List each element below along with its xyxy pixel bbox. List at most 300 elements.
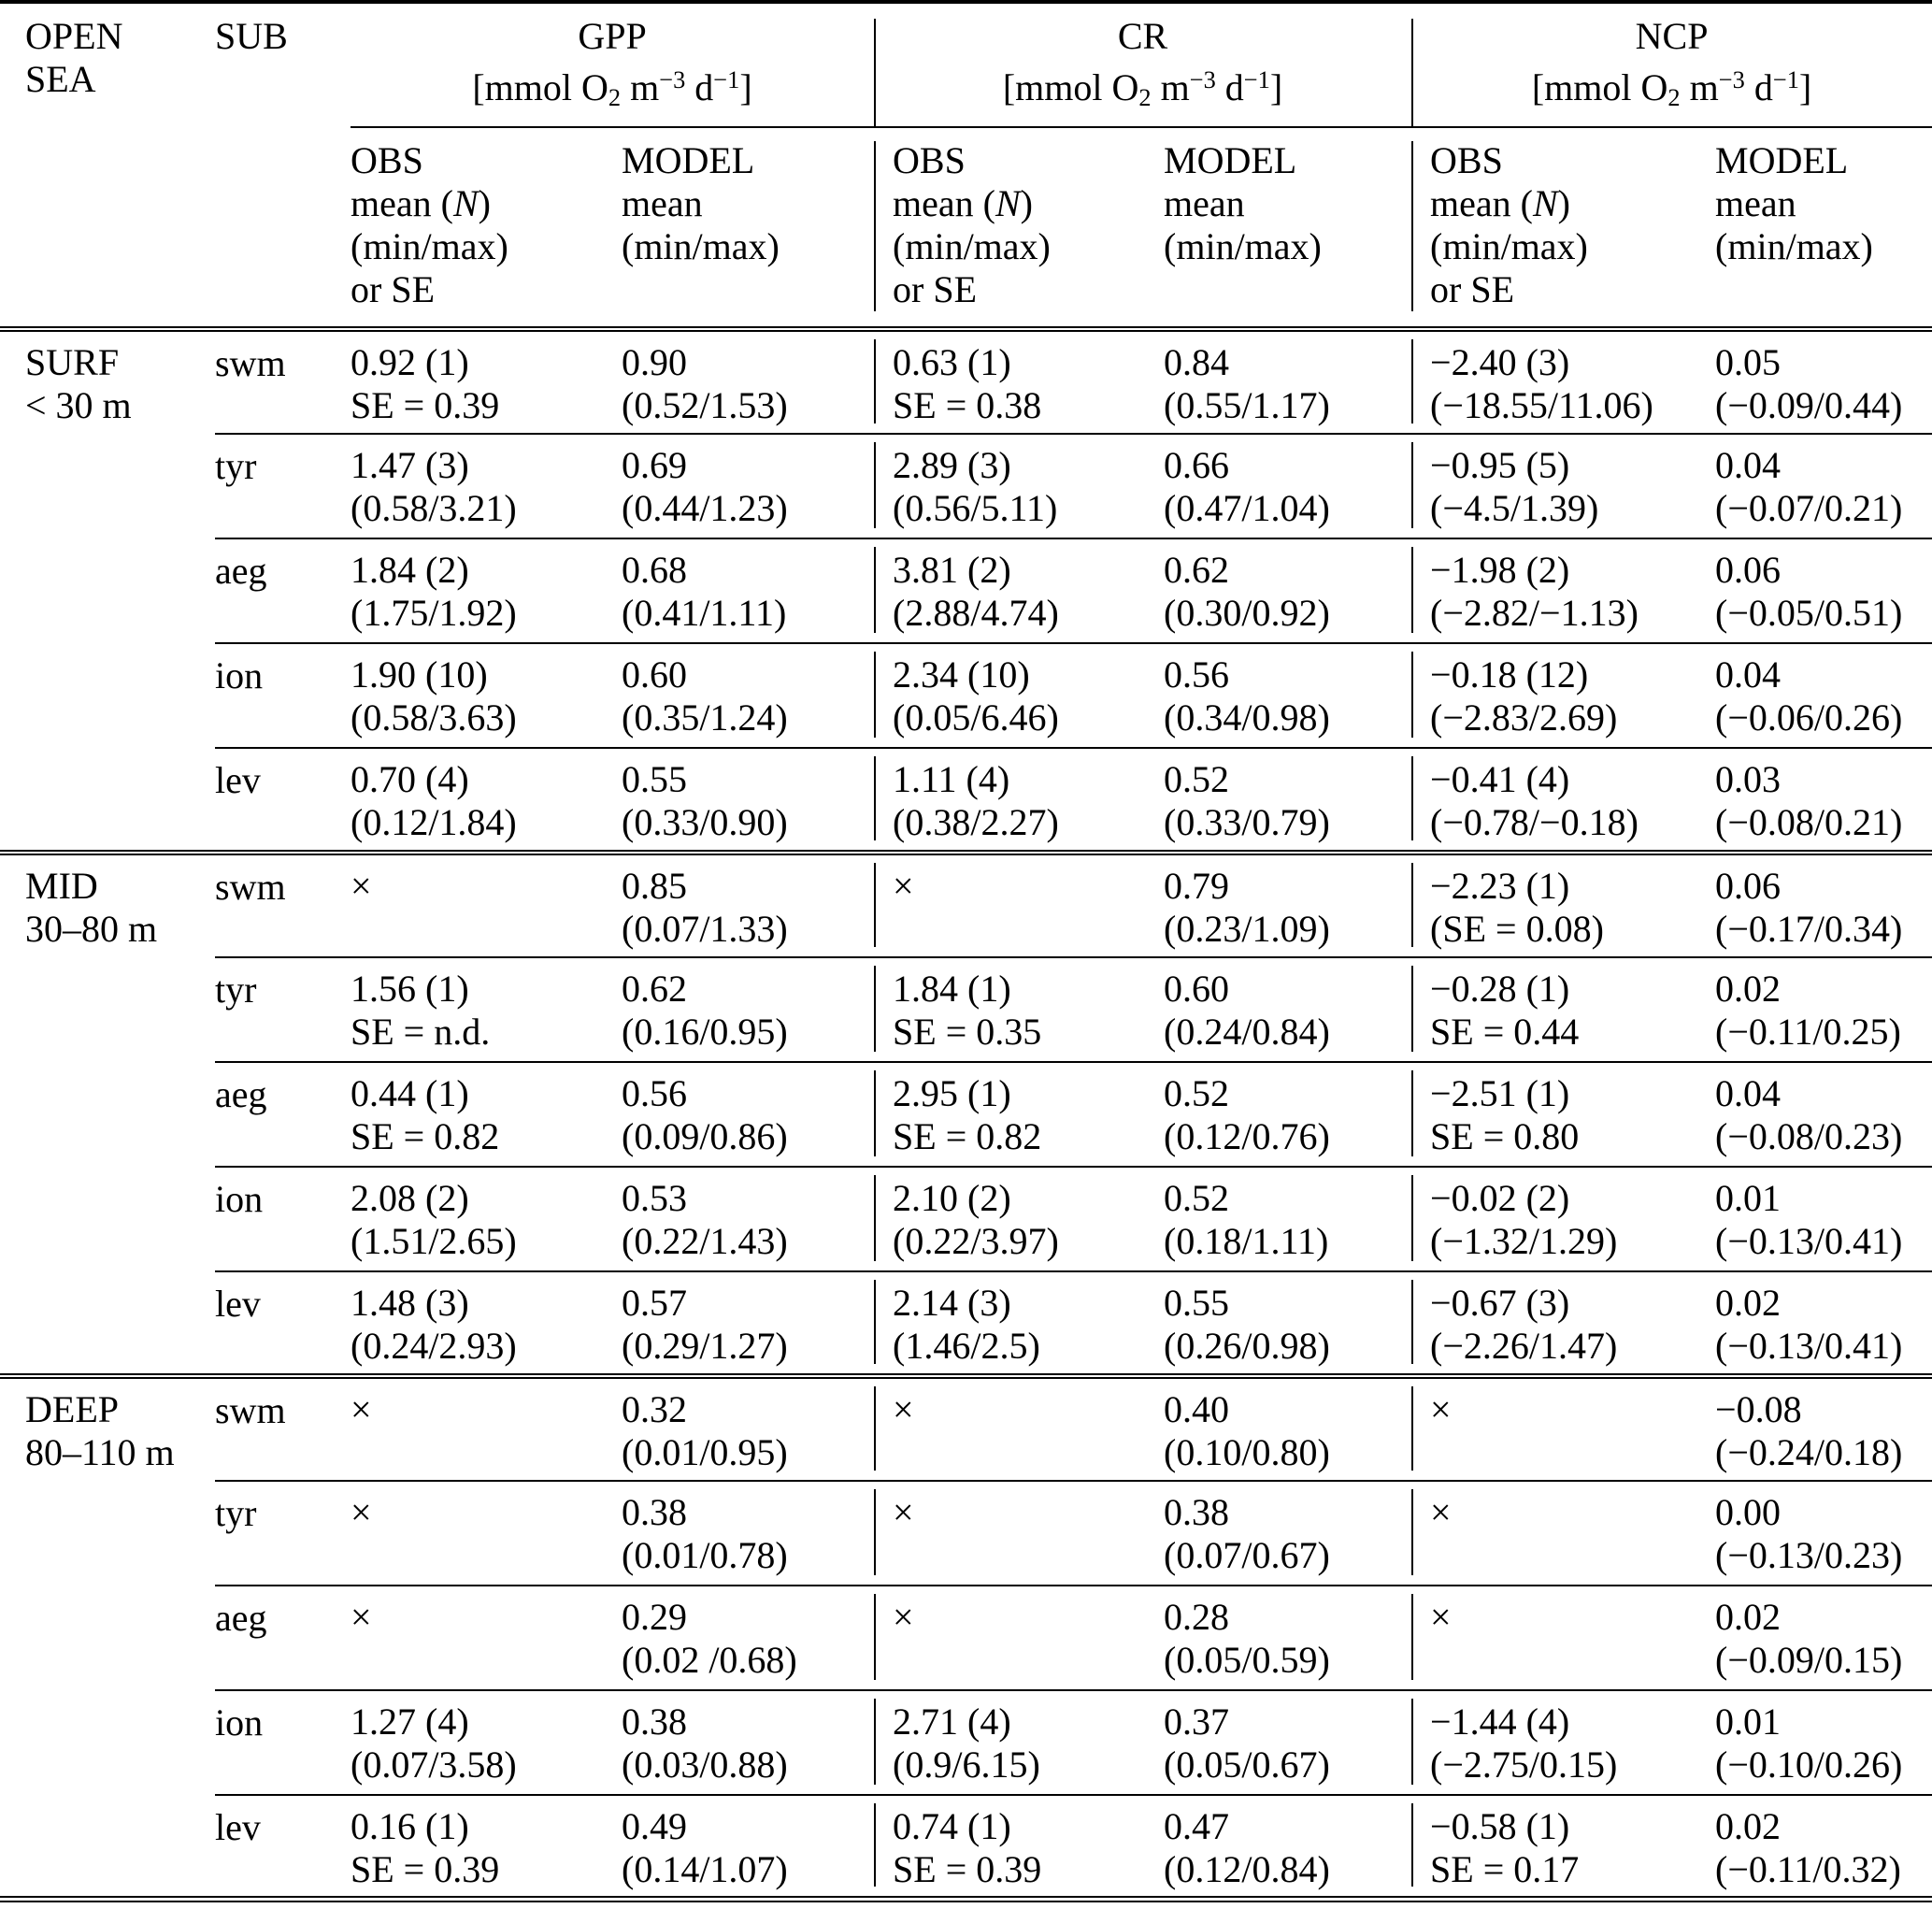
gpp-obs-cell [351, 1481, 622, 1586]
cr-obs-mean: 3.81 (2) [893, 548, 1011, 591]
cr-model-range: (0.47/1.04) [1164, 486, 1330, 529]
unit-subscript: 2 [1667, 82, 1681, 111]
cr-model-cell [1164, 1586, 1411, 1690]
gpp-model-header [622, 127, 874, 329]
cr-model-cell [1164, 1376, 1411, 1481]
gpp-obs-range: SE = 0.39 [351, 1847, 500, 1890]
ncp-model-mean: 0.02 [1715, 1804, 1782, 1847]
open-sea-header-line2: SEA [25, 58, 96, 100]
model-minmax-label: (min/max) [1164, 224, 1322, 267]
cr-model-mean: 0.52 [1164, 757, 1230, 800]
cr-obs-cell [874, 1167, 1164, 1271]
gpp-obs-cell [351, 1586, 622, 1690]
group-depth-range: < 30 m [25, 383, 132, 426]
obs-mean-n-label [351, 182, 622, 225]
ncp-obs-cell [1411, 1795, 1715, 1900]
ncp-model-mean: 0.02 [1715, 1281, 1782, 1324]
unit-text: d [1744, 66, 1773, 109]
cr-model-mean: 0.37 [1164, 1700, 1230, 1743]
gpp-model-cell [622, 1167, 874, 1271]
cr-model-range: (0.24/0.84) [1164, 1010, 1330, 1053]
gpp-obs-mean: 1.56 (1) [351, 967, 469, 1010]
ncp-obs-cell [1411, 1690, 1715, 1795]
cr-model-mean: 0.38 [1164, 1490, 1230, 1533]
ncp-obs-range: SE = 0.17 [1430, 1847, 1580, 1890]
model-label: MODEL [1715, 138, 1849, 181]
table-row [0, 538, 1932, 643]
gpp-model-mean: 0.29 [622, 1595, 687, 1638]
cr-obs-range: SE = 0.38 [893, 383, 1042, 426]
gpp-obs-header [351, 127, 622, 329]
cr-model-range: (0.33/0.79) [1164, 800, 1330, 843]
gpp-model-mean: 0.56 [622, 1071, 687, 1114]
unit-superscript: −1 [1772, 65, 1799, 93]
cr-model-mean: 0.60 [1164, 967, 1230, 1010]
ncp-model-range: (−0.07/0.21) [1715, 486, 1903, 529]
cr-obs-mean: × [893, 864, 914, 907]
obs-orse-label: or SE [1430, 267, 1515, 310]
table-row [0, 1167, 1932, 1271]
ncp-model-mean: 0.04 [1715, 653, 1782, 696]
ncp-obs-cell [1411, 748, 1715, 853]
table-row [0, 1690, 1932, 1795]
gpp-model-cell [622, 1481, 874, 1586]
gpp-obs-range: (0.12/1.84) [351, 800, 517, 843]
obs-label: OBS [351, 138, 423, 181]
ncp-model-mean: 0.05 [1715, 340, 1782, 383]
gpp-model-mean: 0.68 [622, 548, 687, 591]
obs-orse-label: or SE [893, 267, 978, 310]
cr-model-cell [1164, 957, 1411, 1062]
ncp-obs-cell [1411, 434, 1715, 538]
cr-model-cell [1164, 1690, 1411, 1795]
gpp-model-mean: 0.90 [622, 340, 687, 383]
cr-model-mean: 0.55 [1164, 1281, 1230, 1324]
open-sea-group-label [0, 329, 215, 853]
ncp-obs-cell [1411, 1481, 1715, 1586]
cr-model-mean: 0.47 [1164, 1804, 1230, 1847]
gpp-model-mean: 0.38 [622, 1490, 687, 1533]
cr-obs-cell [874, 538, 1164, 643]
unit-text: [mmol O [1531, 66, 1668, 109]
cr-obs-cell [874, 434, 1164, 538]
gpp-obs-cell [351, 1167, 622, 1271]
cr-model-range: (0.26/0.98) [1164, 1324, 1330, 1367]
ncp-obs-cell [1411, 643, 1715, 748]
cr-model-mean: 0.84 [1164, 340, 1230, 383]
sub-region-label: tyr [215, 434, 351, 538]
cr-obs-mean: 0.63 (1) [893, 340, 1011, 383]
gpp-obs-range: (0.58/3.63) [351, 696, 517, 739]
gpp-obs-range: (1.75/1.92) [351, 591, 517, 634]
gpp-obs-range: (0.24/2.93) [351, 1324, 517, 1367]
ncp-obs-cell [1411, 538, 1715, 643]
sub-column-header [215, 2, 351, 329]
ncp-model-range: (−0.08/0.23) [1715, 1114, 1903, 1157]
ncp-obs-range: (−18.55/11.06) [1430, 383, 1653, 426]
gpp-obs-mean: 1.84 (2) [351, 548, 469, 591]
cr-obs-range: (0.05/6.46) [893, 696, 1059, 739]
gpp-model-range: (0.07/1.33) [622, 907, 788, 950]
ncp-model-range: (−0.13/0.41) [1715, 1324, 1903, 1367]
cr-obs-mean: 0.74 (1) [893, 1804, 1011, 1847]
cr-obs-mean: 1.11 (4) [893, 757, 1010, 800]
ncp-obs-mean: −0.18 (12) [1430, 653, 1589, 696]
ncp-unit-label [1411, 58, 1932, 119]
ncp-obs-mean: −0.58 (1) [1430, 1804, 1570, 1847]
ncp-obs-cell [1411, 957, 1715, 1062]
sub-region-label: tyr [215, 957, 351, 1062]
ncp-obs-mean: −1.98 (2) [1430, 548, 1570, 591]
open-sea-header-line1: OPEN [25, 15, 123, 57]
obs-minmax-label: (min/max) [1430, 224, 1588, 267]
ncp-model-mean: 0.02 [1715, 1595, 1782, 1638]
ncp-obs-mean: −0.41 (4) [1430, 757, 1570, 800]
cr-obs-cell [874, 1062, 1164, 1167]
gpp-model-cell [622, 1690, 874, 1795]
gpp-model-mean: 0.62 [622, 967, 687, 1010]
cr-model-range: (0.10/0.80) [1164, 1430, 1330, 1473]
cr-model-range: (0.12/0.84) [1164, 1847, 1330, 1890]
sub-header-label: SUB [215, 15, 288, 57]
ncp-model-cell [1715, 1167, 1932, 1271]
cr-model-cell [1164, 1062, 1411, 1167]
ncp-model-cell [1715, 1690, 1932, 1795]
gpp-model-mean: 0.69 [622, 443, 687, 486]
obs-mean-text: ) [1020, 181, 1033, 224]
gpp-obs-cell [351, 1062, 622, 1167]
cr-obs-cell [874, 748, 1164, 853]
group-name: MID [25, 864, 98, 907]
cr-model-mean: 0.40 [1164, 1387, 1230, 1430]
gpp-model-cell [622, 1376, 874, 1481]
ncp-obs-range: (−2.83/2.69) [1430, 696, 1618, 739]
table-row [0, 1481, 1932, 1586]
ncp-obs-mean: −0.67 (3) [1430, 1281, 1570, 1324]
ncp-model-cell [1715, 1271, 1932, 1376]
ncp-obs-mean: × [1430, 1490, 1452, 1533]
gpp-obs-mean: × [351, 864, 372, 907]
ncp-obs-mean: −2.51 (1) [1430, 1071, 1570, 1114]
gpp-group-header [351, 2, 874, 127]
ncp-model-cell [1715, 538, 1932, 643]
cr-model-mean: 0.52 [1164, 1176, 1230, 1219]
gpp-obs-range: SE = 0.82 [351, 1114, 500, 1157]
sub-region-label: ion [215, 643, 351, 748]
cr-model-cell [1164, 853, 1411, 957]
ncp-model-range: (−0.13/0.41) [1715, 1219, 1903, 1262]
gpp-obs-cell [351, 1376, 622, 1481]
sub-region-label: swm [215, 329, 351, 434]
gpp-model-mean: 0.57 [622, 1281, 687, 1324]
gpp-model-mean: 0.49 [622, 1804, 687, 1847]
obs-n-symbol: N [995, 181, 1021, 224]
ncp-obs-cell [1411, 1167, 1715, 1271]
gpp-model-range: (0.44/1.23) [622, 486, 788, 529]
ncp-obs-cell [1411, 1271, 1715, 1376]
open-sea-group-label [0, 1376, 215, 1900]
obs-n-symbol: N [452, 181, 479, 224]
ncp-model-cell [1715, 329, 1932, 434]
ncp-obs-range: (−2.75/0.15) [1430, 1743, 1618, 1786]
table-row [0, 434, 1932, 538]
ncp-model-range: (−0.11/0.25) [1715, 1010, 1901, 1053]
gpp-obs-mean: × [351, 1595, 372, 1638]
gpp-model-cell [622, 434, 874, 538]
gpp-obs-cell [351, 643, 622, 748]
gpp-obs-mean: 0.16 (1) [351, 1804, 469, 1847]
table-row [0, 748, 1932, 853]
unit-superscript: −1 [713, 65, 740, 93]
gpp-obs-cell [351, 538, 622, 643]
cr-unit-label [874, 58, 1411, 119]
sub-region-label: aeg [215, 538, 351, 643]
gpp-model-mean: 0.55 [622, 757, 687, 800]
cr-model-range: (0.05/0.67) [1164, 1743, 1330, 1786]
ncp-model-mean: 0.00 [1715, 1490, 1782, 1533]
group-depth-range: 30–80 m [25, 907, 158, 950]
ncp-model-range: (−0.09/0.15) [1715, 1638, 1903, 1681]
obs-mean-n-label [893, 182, 1164, 225]
gpp-obs-mean: 2.08 (2) [351, 1176, 469, 1219]
model-minmax-label: (min/max) [1715, 224, 1873, 267]
gpp-model-mean: 0.85 [622, 864, 687, 907]
gpp-model-range: (0.01/0.95) [622, 1430, 788, 1473]
ncp-model-range: (−0.13/0.23) [1715, 1533, 1903, 1576]
cr-obs-mean: × [893, 1595, 914, 1638]
cr-obs-range: (0.9/6.15) [893, 1743, 1040, 1786]
ncp-obs-mean: −0.95 (5) [1430, 443, 1570, 486]
cr-group-title: CR [1117, 15, 1168, 57]
ncp-model-range: (−0.09/0.44) [1715, 383, 1903, 426]
sub-region-label: aeg [215, 1586, 351, 1690]
table-row [0, 329, 1932, 434]
gpp-obs-cell [351, 1690, 622, 1795]
unit-text: m [1680, 66, 1719, 109]
table-row [0, 1586, 1932, 1690]
cr-obs-mean: 1.84 (1) [893, 967, 1011, 1010]
gpp-obs-mean: 0.44 (1) [351, 1071, 469, 1114]
ncp-model-range: (−0.06/0.26) [1715, 696, 1903, 739]
ncp-model-range: (−0.05/0.51) [1715, 591, 1903, 634]
obs-mean-text: mean ( [1430, 181, 1533, 224]
gpp-obs-range: SE = n.d. [351, 1010, 491, 1053]
gpp-obs-range: (0.07/3.58) [351, 1743, 517, 1786]
gpp-group-title: GPP [578, 15, 647, 57]
gpp-obs-cell [351, 329, 622, 434]
sub-region-label: lev [215, 748, 351, 853]
cr-obs-range: (1.46/2.5) [893, 1324, 1040, 1367]
cr-model-cell [1164, 434, 1411, 538]
gpp-model-range: (0.01/0.78) [622, 1533, 788, 1576]
ncp-obs-mean: −0.02 (2) [1430, 1176, 1570, 1219]
sub-region-label: lev [215, 1795, 351, 1900]
cr-model-cell [1164, 1271, 1411, 1376]
cr-model-mean: 0.28 [1164, 1595, 1230, 1638]
ncp-group-title: NCP [1635, 15, 1709, 57]
table-body [0, 329, 1932, 1900]
ncp-obs-mean: × [1430, 1595, 1452, 1638]
gpp-model-cell [622, 329, 874, 434]
gpp-obs-mean: 0.70 (4) [351, 757, 469, 800]
gpp-model-range: (0.03/0.88) [622, 1743, 788, 1786]
cr-model-cell [1164, 748, 1411, 853]
obs-mean-text: mean ( [351, 181, 453, 224]
open-sea-column-header [0, 2, 215, 329]
gpp-obs-mean: × [351, 1490, 372, 1533]
model-label: MODEL [1164, 138, 1297, 181]
ncp-obs-range: (−2.26/1.47) [1430, 1324, 1618, 1367]
cr-obs-header [874, 127, 1164, 329]
cr-model-cell [1164, 643, 1411, 748]
cr-obs-mean: 2.71 (4) [893, 1700, 1011, 1743]
ncp-obs-range: (−2.82/−1.13) [1430, 591, 1639, 634]
gpp-obs-range: (1.51/2.65) [351, 1219, 517, 1262]
cr-obs-cell [874, 1586, 1164, 1690]
model-mean-label: mean [622, 181, 703, 224]
table-row [0, 1376, 1932, 1481]
gpp-model-range: (0.41/1.11) [622, 591, 787, 634]
cr-obs-mean: 2.10 (2) [893, 1176, 1011, 1219]
ncp-model-mean: 0.06 [1715, 864, 1782, 907]
ncp-obs-mean: −2.23 (1) [1430, 864, 1570, 907]
ncp-model-range: (−0.24/0.18) [1715, 1430, 1903, 1473]
ncp-model-cell [1715, 1481, 1932, 1586]
cr-obs-cell [874, 1481, 1164, 1586]
cr-model-cell [1164, 1167, 1411, 1271]
gpp-obs-cell [351, 1271, 622, 1376]
cr-model-range: (0.05/0.59) [1164, 1638, 1330, 1681]
cr-obs-cell [874, 1795, 1164, 1900]
gpp-model-cell [622, 957, 874, 1062]
ncp-model-cell [1715, 1062, 1932, 1167]
obs-label: OBS [893, 138, 966, 181]
cr-obs-mean: × [893, 1490, 914, 1533]
unit-superscript: −3 [1189, 65, 1216, 93]
gpp-model-range: (0.09/0.86) [622, 1114, 788, 1157]
group-name: SURF [25, 340, 120, 383]
ncp-obs-mean: −0.28 (1) [1430, 967, 1570, 1010]
ncp-obs-range: (−1.32/1.29) [1430, 1219, 1618, 1262]
gpp-model-range: (0.35/1.24) [622, 696, 788, 739]
ncp-model-cell [1715, 1586, 1932, 1690]
ncp-model-cell [1715, 748, 1932, 853]
unit-text: d [685, 66, 714, 109]
ncp-model-range: (−0.17/0.34) [1715, 907, 1903, 950]
cr-obs-cell [874, 329, 1164, 434]
ncp-model-mean: −0.08 [1715, 1387, 1802, 1430]
gpp-obs-mean: 1.27 (4) [351, 1700, 469, 1743]
ncp-model-cell [1715, 1376, 1932, 1481]
table-row [0, 957, 1932, 1062]
table-row [0, 1271, 1932, 1376]
ncp-group-header [1411, 2, 1932, 127]
gpp-model-range: (0.29/1.27) [622, 1324, 788, 1367]
ncp-obs-cell [1411, 329, 1715, 434]
sub-region-label: tyr [215, 1481, 351, 1586]
gpp-model-cell [622, 748, 874, 853]
unit-superscript: −3 [1718, 65, 1745, 93]
gpp-obs-cell [351, 957, 622, 1062]
cr-model-cell [1164, 538, 1411, 643]
gpp-model-mean: 0.38 [622, 1700, 687, 1743]
ncp-model-mean: 0.04 [1715, 1071, 1782, 1114]
ncp-obs-cell [1411, 1062, 1715, 1167]
ncp-obs-range: SE = 0.80 [1430, 1114, 1580, 1157]
cr-model-mean: 0.66 [1164, 443, 1230, 486]
ncp-model-cell [1715, 1795, 1932, 1900]
cr-model-range: (0.55/1.17) [1164, 383, 1330, 426]
cr-model-range: (0.23/1.09) [1164, 907, 1330, 950]
sub-region-label: ion [215, 1167, 351, 1271]
sub-region-label: swm [215, 853, 351, 957]
gpp-model-cell [622, 1062, 874, 1167]
gpp-model-cell [622, 538, 874, 643]
cr-obs-range: (0.22/3.97) [893, 1219, 1059, 1262]
cr-obs-mean: × [893, 1387, 914, 1430]
cr-model-mean: 0.52 [1164, 1071, 1230, 1114]
group-name: DEEP [25, 1387, 119, 1430]
cr-obs-cell [874, 1376, 1164, 1481]
sub-region-label: swm [215, 1376, 351, 1481]
gpp-obs-mean: 0.92 (1) [351, 340, 469, 383]
gpp-model-mean: 0.32 [622, 1387, 687, 1430]
ncp-model-cell [1715, 643, 1932, 748]
gpp-obs-mean: × [351, 1387, 372, 1430]
table-row [0, 1062, 1932, 1167]
cr-obs-range: (0.38/2.27) [893, 800, 1059, 843]
ncp-model-cell [1715, 957, 1932, 1062]
model-minmax-label: (min/max) [622, 224, 780, 267]
ncp-model-cell [1715, 434, 1932, 538]
table-row [0, 853, 1932, 957]
cr-obs-range: (2.88/4.74) [893, 591, 1059, 634]
sub-region-label: lev [215, 1271, 351, 1376]
gpp-model-range: (0.02 /0.68) [622, 1638, 797, 1681]
gpp-obs-mean: 1.48 (3) [351, 1281, 469, 1324]
gpp-model-cell [622, 1795, 874, 1900]
group-depth-range: 80–110 m [25, 1430, 175, 1473]
gpp-model-range: (0.33/0.90) [622, 800, 788, 843]
gpp-model-range: (0.16/0.95) [622, 1010, 788, 1053]
gpp-obs-cell [351, 434, 622, 538]
ncp-obs-cell [1411, 1376, 1715, 1481]
ncp-obs-mean: −2.40 (3) [1430, 340, 1570, 383]
gpp-obs-mean: 1.90 (10) [351, 653, 488, 696]
ncp-obs-range: (−0.78/−0.18) [1430, 800, 1639, 843]
ncp-obs-cell [1411, 853, 1715, 957]
cr-obs-mean: 2.95 (1) [893, 1071, 1011, 1114]
gpp-model-range: (0.22/1.43) [622, 1219, 788, 1262]
ncp-obs-mean: −1.44 (4) [1430, 1700, 1570, 1743]
gpp-model-range: (0.52/1.53) [622, 383, 788, 426]
ncp-obs-mean: × [1430, 1387, 1452, 1430]
table-row [0, 643, 1932, 748]
ncp-model-range: (−0.11/0.32) [1715, 1847, 1901, 1890]
obs-minmax-label: (min/max) [893, 224, 1051, 267]
unit-subscript: 2 [608, 82, 622, 111]
unit-text: ] [1798, 66, 1812, 109]
cr-model-range: (0.34/0.98) [1164, 696, 1330, 739]
cr-model-range: (0.07/0.67) [1164, 1533, 1330, 1576]
model-label: MODEL [622, 138, 755, 181]
gpp-obs-range: (0.58/3.21) [351, 486, 517, 529]
cr-model-range: (0.30/0.92) [1164, 591, 1330, 634]
model-mean-label: mean [1715, 181, 1796, 224]
ncp-obs-range: (−4.5/1.39) [1430, 486, 1599, 529]
obs-mean-text: ) [1557, 181, 1570, 224]
cr-obs-cell [874, 957, 1164, 1062]
